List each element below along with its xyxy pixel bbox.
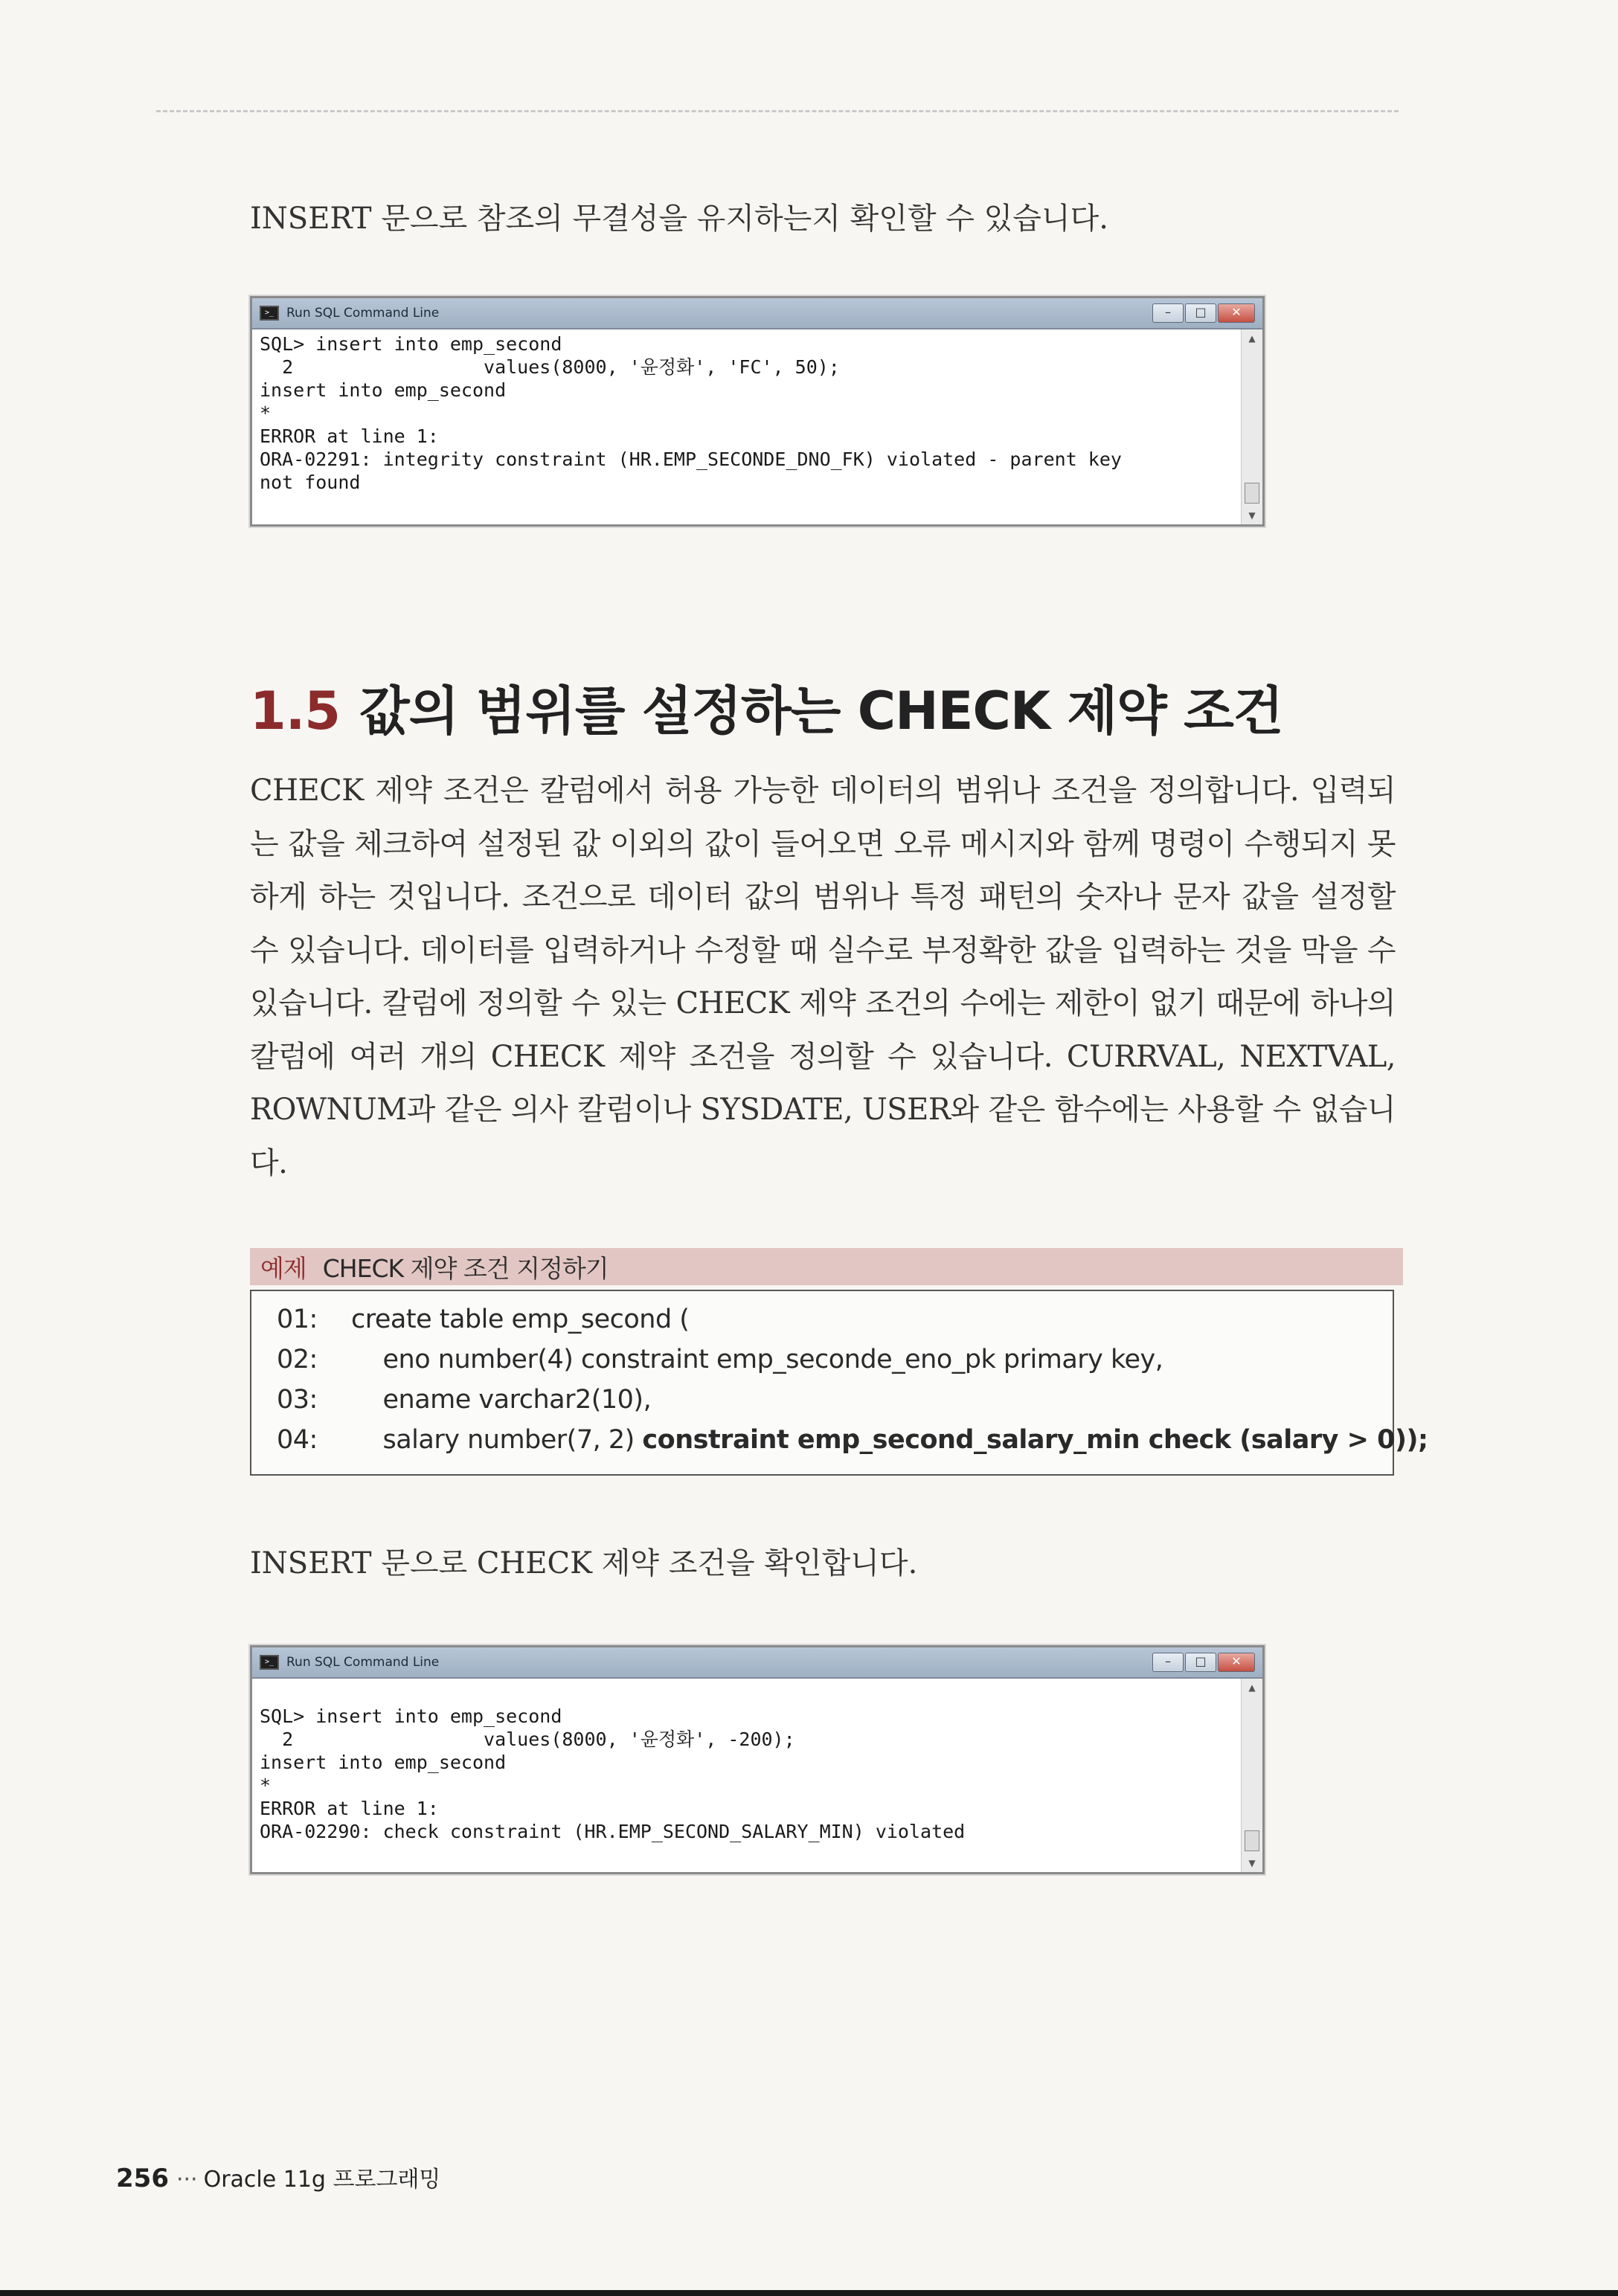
maximize-icon[interactable]: □	[1185, 303, 1216, 323]
example-header	[250, 1248, 1403, 1285]
top-dashed-rule	[156, 110, 1399, 112]
terminal-title: Run SQL Command Line	[286, 1655, 440, 1670]
terminal-line: 2 values(8000, '윤정화', 'FC', 50);	[260, 356, 840, 378]
terminal-line: *	[260, 1775, 272, 1796]
scrollbar-thumb[interactable]	[1245, 483, 1259, 504]
terminal-title: Run SQL Command Line	[286, 306, 440, 321]
section-number: 1.5	[250, 681, 341, 742]
terminal-app-icon: >_	[260, 306, 279, 321]
intro-paragraph-1: INSERT 문으로 참조의 무결성을 유지하는지 확인할 수 있습니다.	[250, 202, 1108, 236]
scroll-up-arrow-icon[interactable]: ▲	[1248, 333, 1256, 344]
intro-paragraph-2: INSERT 문으로 CHECK 제약 조건을 확인합니다.	[250, 1546, 918, 1580]
terminal-line: not found	[260, 472, 361, 493]
section-heading	[250, 669, 1282, 745]
terminal-line	[260, 1682, 1231, 1705]
terminal-line: SQL> insert into emp_second	[260, 333, 562, 355]
page-number: 256	[116, 2164, 169, 2193]
terminal-output	[252, 1679, 1262, 1872]
terminal-line: ERROR at line 1:	[260, 425, 439, 447]
code-text: create table emp_second (	[351, 1305, 690, 1334]
scroll-up-arrow-icon[interactable]: ▲	[1248, 1682, 1256, 1693]
terminal-line: insert into emp_second	[260, 379, 507, 401]
line-number: 02:	[277, 1345, 318, 1374]
scrollbar-thumb[interactable]	[1245, 1830, 1259, 1851]
sql-terminal-window-2	[250, 1645, 1265, 1874]
line-number: 04:	[277, 1425, 318, 1455]
terminal-line: 2 values(8000, '윤정화', -200);	[260, 1729, 795, 1750]
code-line	[277, 1305, 689, 1334]
terminal-titlebar	[252, 298, 1262, 329]
terminal-scrollbar[interactable]	[1241, 1679, 1262, 1872]
close-icon[interactable]: ✕	[1218, 1653, 1255, 1672]
example-tag: 예제	[260, 1253, 306, 1283]
code-listing	[250, 1290, 1428, 1476]
code-text: eno number(4) constraint emp_seconde_eno_pk primary key,	[351, 1345, 1163, 1374]
terminal-scrollbar[interactable]	[1241, 329, 1262, 524]
terminal-line: *	[260, 402, 272, 424]
scroll-down-arrow-icon[interactable]: ▼	[1248, 1858, 1256, 1868]
terminal-line: ERROR at line 1:	[260, 1798, 439, 1819]
code-line	[277, 1345, 1163, 1374]
window-controls	[1152, 1653, 1255, 1672]
close-icon[interactable]: ✕	[1218, 303, 1255, 323]
minimize-icon[interactable]: –	[1152, 1653, 1184, 1672]
minimize-icon[interactable]: –	[1152, 303, 1184, 323]
terminal-line: ORA-02290: check constraint (HR.EMP_SECOND_SALARY_MIN) violated	[260, 1821, 966, 1842]
page-footer	[116, 2161, 440, 2193]
terminal-line: SQL> insert into emp_second	[260, 1705, 562, 1727]
scan-bottom-edge	[0, 2290, 1618, 2296]
code-text: salary number(7, 2)	[351, 1425, 643, 1455]
maximize-icon[interactable]: □	[1185, 1653, 1216, 1672]
body-paragraph: CHECK 제약 조건은 칼럼에서 허용 가능한 데이터의 범위나 조건을 정의합니다. 입력되는 값을 체크하여 설정된 값 이외의 값이 들어오면 오류 메시지와 함께 명령이 수행되지 못하게 하는 것입니다. 조건으로 데이터 값의 범위나 특정 패턴의 숫자나 문자 값을 설정할 수 있습니다. 데이터를 입력하거나 수정할 때 실수로 부정확한 값을 입력하는 것을 막을 수 있습니다. 칼럼에 정의할 수 있는 CHECK 제약 조건의 수에는 제한이 없기 때문에 하나의 칼럼에 여러 개의 CHECK 제약 조건을 정의할 수 있습니다. CURRVAL, NEXTVAL, ROWNUM과 같은 의사 칼럼이나 SYSDATE, USER와 같은 함수에는 사용할 수 없습니다.	[250, 774, 1396, 1180]
book-title: Oracle 11g 프로그래밍	[203, 2167, 441, 2193]
footer-separator: ···	[176, 2167, 198, 2193]
terminal-output	[252, 329, 1262, 524]
line-number: 01:	[277, 1305, 318, 1334]
section-title-text: 값의 범위를 설정하는 CHECK 제약 조건	[359, 681, 1283, 742]
code-line	[277, 1425, 1428, 1455]
scroll-down-arrow-icon[interactable]: ▼	[1248, 510, 1256, 521]
example-title: CHECK 제약 조건 지정하기	[322, 1253, 609, 1283]
terminal-titlebar	[252, 1647, 1262, 1679]
terminal-line: ORA-02291: integrity constraint (HR.EMP_SECONDE_DNO_FK) violated - parent key	[260, 448, 1122, 470]
terminal-app-icon: >_	[260, 1655, 279, 1670]
sql-terminal-window-1	[250, 296, 1265, 527]
code-text-bold: constraint emp_second_salary_min check (salary > 0));	[642, 1425, 1428, 1455]
code-line	[277, 1385, 651, 1415]
code-text: ename varchar2(10),	[351, 1385, 652, 1415]
line-number: 03:	[277, 1385, 318, 1415]
window-controls	[1152, 303, 1255, 323]
terminal-line: insert into emp_second	[260, 1752, 507, 1773]
